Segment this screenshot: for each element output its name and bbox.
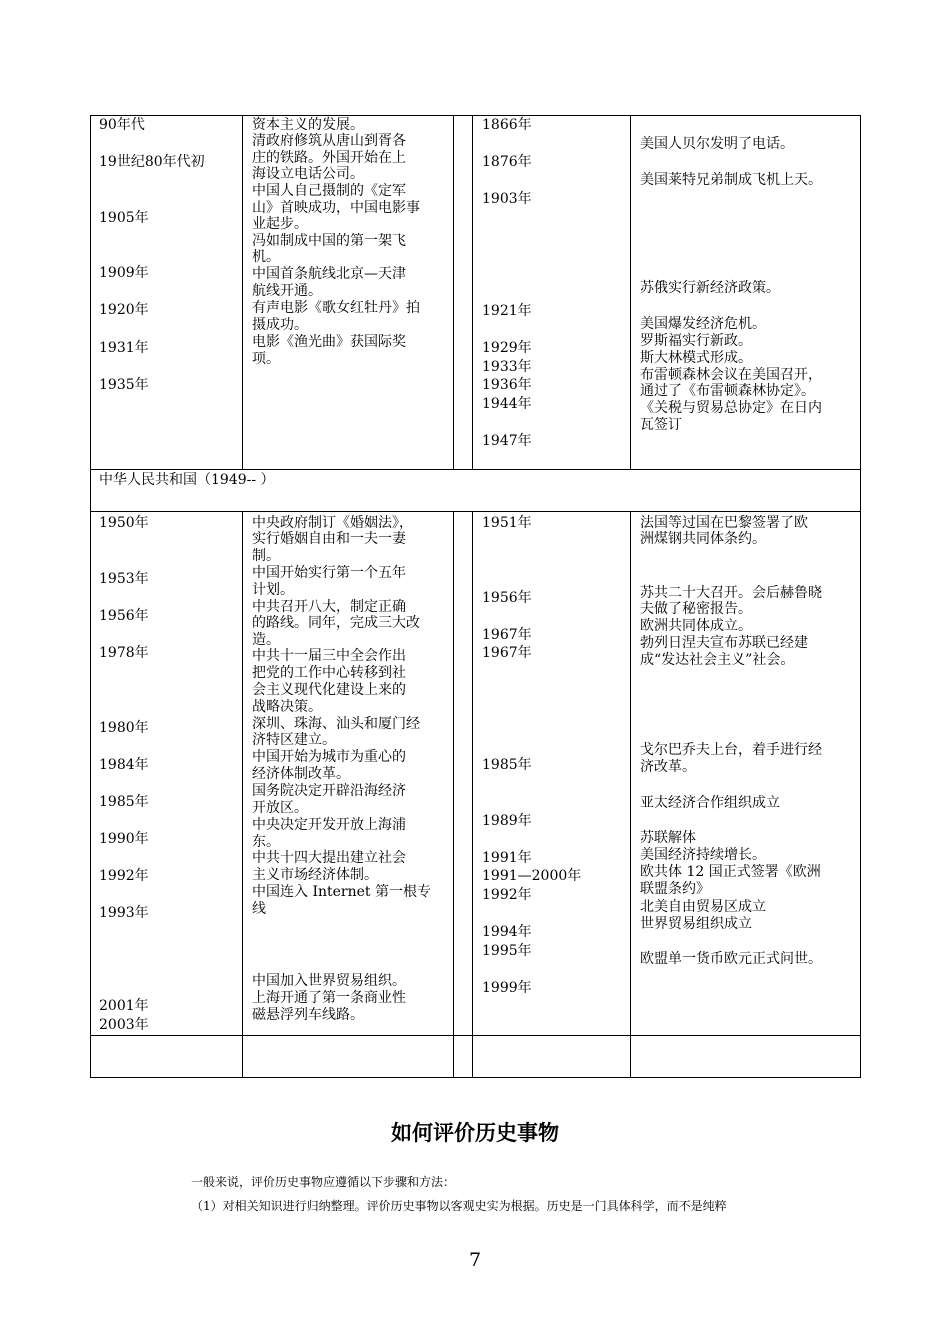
event-line: 战略决策。 (252, 699, 322, 715)
event-line: 庄的铁路。外国开始在上 (252, 150, 406, 166)
event-line: 斯大林模式形成。 (640, 350, 752, 366)
year-label: 1876年 (482, 154, 532, 170)
paragraph: 一般来说，评价历史事物应遵循以下步骤和方法： (191, 1175, 456, 1189)
event-line: 通过了《布雷顿森林协定》。 (640, 383, 815, 399)
event-line: 磁悬浮列车线路。 (252, 1007, 364, 1023)
year-label: 1991年 (482, 850, 532, 866)
event-line: 苏联解体 (640, 830, 696, 846)
event-line: 世界贸易组织成立 (640, 916, 752, 932)
section-header: 中华人民共和国（1949-- ） (99, 472, 275, 488)
year-label: 1933年 (482, 359, 532, 375)
year-label: 1936年 (482, 377, 532, 393)
event-line: 济特区建立。 (252, 732, 336, 748)
year-label: 1992年 (482, 887, 532, 903)
event-line: 勃列日涅夫宣布苏联已经建 (640, 635, 808, 651)
event-line: 东。 (252, 834, 280, 850)
event-line: 中共召开八大，制定正确 (252, 599, 406, 615)
year-label: 90年代 (99, 117, 145, 133)
event-line: 法国等过国在巴黎签署了欧 (640, 515, 808, 531)
event-line: 罗斯福实行新政。 (640, 333, 752, 349)
event-line: 夫做了秘密报告。 (640, 601, 752, 617)
year-label: 1984年 (99, 757, 149, 773)
event-line: 会主义现代化建设上来的 (252, 682, 406, 698)
page-number: 7 (468, 1249, 482, 1271)
year-label: 1944年 (482, 396, 532, 412)
paragraph: （1）对相关知识进行归纳整理。评价历史事物以客观史实为根据。历史是一门具体科学，而不是纯粹 (191, 1199, 727, 1213)
year-label: 1947年 (482, 433, 532, 449)
event-line: 中共十四大提出建立社会 (252, 850, 406, 866)
event-line: 《关税与贸易总协定》在日内 (640, 400, 822, 416)
event-line: 成“发达社会主义”社会。 (640, 652, 795, 668)
event-line: 苏共二十大召开。会后赫鲁晓 (640, 585, 822, 601)
table-right-border (860, 115, 861, 1078)
event-line: 中国连入 Internet 第一根专 (252, 884, 431, 900)
event-line: 项。 (252, 351, 280, 367)
year-label: 1905年 (99, 210, 149, 226)
event-line: 清政府修筑从唐山到胥各 (252, 133, 406, 149)
column-divider (630, 115, 631, 470)
event-line: 实行婚姻自由和一夫一妻 (252, 531, 406, 547)
section-header-bottom-border (90, 511, 860, 512)
event-line: 欧盟单一货币欧元正式问世。 (640, 951, 822, 967)
event-line: 瓦签订 (640, 417, 682, 433)
column-divider (242, 115, 243, 470)
year-label: 1980年 (99, 720, 149, 736)
event-line: 苏俄实行新经济政策。 (640, 280, 780, 296)
event-line: 中国开始实行第一个五年 (252, 565, 406, 581)
event-line: 欧共体 12 国正式签署《欧洲 (640, 864, 821, 880)
event-line: 把党的工作中心转移到社 (252, 665, 406, 681)
year-label: 1989年 (482, 813, 532, 829)
year-label: 1951年 (482, 515, 532, 531)
empty-row-top-border (90, 1035, 860, 1036)
event-line: 摄成功。 (252, 317, 308, 333)
event-line: 计划。 (252, 582, 294, 598)
event-line: 中共十一届三中全会作出 (252, 648, 406, 664)
event-line: 国务院决定开辟沿海经济 (252, 783, 406, 799)
column-divider (472, 511, 473, 1078)
event-line: 电影《渔光曲》获国际奖 (252, 334, 406, 350)
event-line: 冯如制成中国的第一架飞 (252, 233, 406, 249)
year-label: 1994年 (482, 924, 532, 940)
year-label: 1956年 (99, 608, 149, 624)
year-label: 1967年 (482, 627, 532, 643)
event-line: 深圳、珠海、汕头和厦门经 (252, 716, 420, 732)
event-line: 经济体制改革。 (252, 766, 350, 782)
year-label: 1903年 (482, 191, 532, 207)
event-line: 亚太经济合作组织成立 (640, 795, 780, 811)
event-line: 联盟条约》 (640, 881, 710, 897)
event-line: 中国首条航线北京—天津 (252, 266, 406, 282)
year-label: 1921年 (482, 303, 532, 319)
event-line: 上海开通了第一条商业性 (252, 990, 406, 1006)
event-line: 中央政府制订《婚姻法》， (252, 515, 413, 531)
event-line: 北美自由贸易区成立 (640, 899, 766, 915)
event-line: 航线开通。 (252, 283, 322, 299)
year-label: 1992年 (99, 868, 149, 884)
event-line: 洲煤钢共同体条约。 (640, 531, 766, 547)
event-line: 主义市场经济体制。 (252, 867, 378, 883)
year-label: 1993年 (99, 905, 149, 921)
event-line: 美国莱特兄弟制成飞机上天。 (640, 172, 822, 188)
year-label: 1950年 (99, 515, 149, 531)
year-label: 2003年 (99, 1017, 149, 1033)
event-line: 戈尔巴乔夫上台，着手进行经 (640, 742, 822, 758)
year-label: 1953年 (99, 571, 149, 587)
event-line: 布雷顿森林会议在美国召开， (640, 367, 822, 383)
event-line: 业起步。 (252, 216, 308, 232)
year-label: 1995年 (482, 943, 532, 959)
year-label: 1920年 (99, 302, 149, 318)
event-line: 中央决定开发开放上海浦 (252, 817, 406, 833)
event-line: 济改革。 (640, 759, 696, 775)
event-line: 机。 (252, 249, 280, 265)
event-line: 中国加入世界贸易组织。 (252, 973, 406, 989)
event-line: 造。 (252, 632, 280, 648)
year-label: 19世纪80年代初 (99, 154, 205, 170)
year-label: 1866年 (482, 117, 532, 133)
event-line: 的路线。同年，完成三大改 (252, 615, 420, 631)
table-left-border (90, 115, 91, 1078)
section-header-top-border (90, 469, 860, 470)
event-line: 中国人自己摄制的《定军 (252, 183, 406, 199)
year-label: 1956年 (482, 590, 532, 606)
event-line: 山》首映成功，中国电影事 (252, 200, 420, 216)
table-top-border (90, 115, 860, 116)
year-label: 1978年 (99, 645, 149, 661)
year-label: 1990年 (99, 831, 149, 847)
event-line: 有声电影《歌女红牡丹》拍 (252, 300, 420, 316)
column-divider (453, 511, 454, 1078)
event-line: 中国开始为城市为重心的 (252, 749, 406, 765)
event-line: 开放区。 (252, 800, 308, 816)
section-title: 如何评价历史事物 (391, 1121, 559, 1145)
year-label: 1931年 (99, 340, 149, 356)
event-line: 海设立电话公司。 (252, 166, 364, 182)
year-label: 1935年 (99, 377, 149, 393)
year-label: 1909年 (99, 265, 149, 281)
column-divider (630, 511, 631, 1078)
year-label: 1985年 (482, 757, 532, 773)
event-line: 线 (252, 901, 266, 917)
event-line: 美国经济持续增长。 (640, 847, 766, 863)
column-divider (472, 115, 473, 470)
event-line: 欧洲共同体成立。 (640, 618, 752, 634)
event-line: 制。 (252, 548, 280, 564)
year-label: 1999年 (482, 980, 532, 996)
year-label: 1967年 (482, 645, 532, 661)
year-label: 1991—2000年 (482, 868, 582, 884)
table-bottom-border (90, 1077, 861, 1078)
column-divider (242, 511, 243, 1078)
event-line: 资本主义的发展。 (252, 117, 364, 133)
event-line: 美国爆发经济危机。 (640, 316, 766, 332)
year-label: 1929年 (482, 340, 532, 356)
column-divider (453, 115, 454, 470)
year-label: 1985年 (99, 794, 149, 810)
year-label: 2001年 (99, 998, 149, 1014)
event-line: 美国人贝尔发明了电话。 (640, 136, 794, 152)
